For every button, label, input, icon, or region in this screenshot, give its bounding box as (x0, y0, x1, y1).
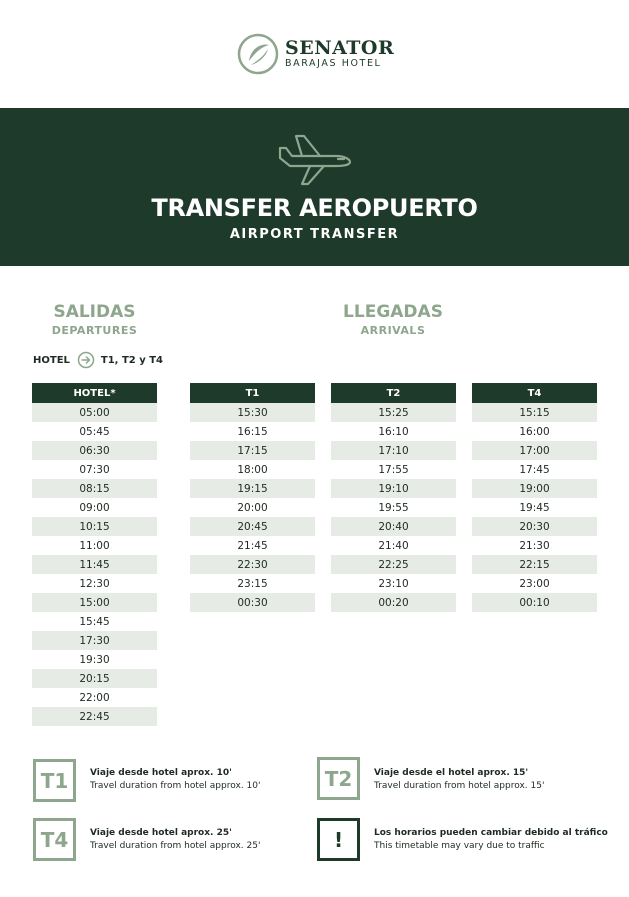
senator-leaf-icon (237, 33, 279, 75)
column-body (32, 403, 157, 726)
time-cell: 17:45 (519, 463, 550, 476)
departures-title: SALIDAS (53, 302, 136, 322)
time-cell: 19:15 (190, 479, 315, 498)
time-cell: 06:30 (32, 441, 157, 460)
time-cell: 00:10 (472, 593, 597, 612)
time-cell: 22:00 (79, 691, 110, 704)
legend-t4 (90, 827, 260, 853)
route-from: HOTEL (33, 354, 70, 366)
time-cell: 21:40 (378, 539, 409, 552)
legend-t1-es: Viaje desde hotel aprox. 10' (90, 768, 232, 778)
logo-name: SENATOR (285, 37, 395, 59)
warning-icon: ! (317, 818, 360, 861)
time-cell: 17:15 (190, 441, 315, 460)
column-header: T2 (331, 383, 456, 403)
time-cell: 17:10 (331, 441, 456, 460)
arrivals-title: LLEGADAS (343, 302, 443, 322)
time-cell: 16:00 (519, 425, 550, 438)
legend-traffic-en: This timetable may vary due to traffic (374, 841, 545, 851)
column-body (472, 403, 597, 612)
route-to: T1, T2 y T4 (100, 354, 164, 366)
route-label (33, 351, 163, 369)
time-cell: 15:45 (79, 615, 110, 628)
time-cell: 08:15 (32, 479, 157, 498)
legend-t4-es: Viaje desde hotel aprox. 25' (90, 828, 232, 838)
time-cell: 17:30 (32, 631, 157, 650)
hotel-logo (237, 32, 394, 76)
time-cell: 19:30 (79, 653, 110, 666)
time-cell: 11:45 (32, 555, 157, 574)
time-cell: 05:45 (79, 425, 110, 438)
time-cell: 12:30 (79, 577, 110, 590)
t1-badge: T1 (33, 759, 76, 802)
column-hotel (32, 383, 157, 726)
legend-t1-en: Travel duration from hotel approx. 10' (90, 781, 261, 791)
time-cell: 22:15 (472, 555, 597, 574)
time-cell: 23:15 (237, 577, 268, 590)
arrivals-subtitle: ARRIVALS (360, 324, 426, 337)
time-cell: 20:15 (32, 669, 157, 688)
time-cell: 20:45 (190, 517, 315, 536)
column-t1 (190, 383, 315, 612)
time-cell: 17:00 (472, 441, 597, 460)
banner-subtitle: AIRPORT TRANSFER (229, 227, 400, 242)
column-t2 (331, 383, 456, 612)
column-header: T1 (190, 383, 315, 403)
time-cell: 16:10 (378, 425, 409, 438)
time-cell: 15:25 (331, 403, 456, 422)
column-header: HOTEL* (32, 383, 157, 403)
logo-subtitle: BARAJAS HOTEL (285, 58, 382, 69)
time-cell: 15:30 (190, 403, 315, 422)
banner-title: TRANSFER AEROPUERTO (151, 194, 478, 222)
column-header: T4 (472, 383, 597, 403)
time-cell: 09:00 (79, 501, 110, 514)
legend-traffic-es: Los horarios pueden cambiar debido al tráfico (374, 828, 608, 838)
time-cell: 07:30 (79, 463, 110, 476)
column-body (331, 403, 456, 612)
column-t4 (472, 383, 597, 612)
legend-t2-es: Viaje desde el hotel aprox. 15' (374, 768, 529, 778)
time-cell: 15:15 (472, 403, 597, 422)
t4-badge: T4 (33, 818, 76, 861)
legend-t1 (90, 767, 260, 793)
legend-t4-en: Travel duration from hotel approx. 25' (90, 841, 261, 851)
time-cell: 19:55 (378, 501, 409, 514)
title-banner (0, 108, 629, 266)
time-cell: 11:00 (79, 539, 110, 552)
time-cell: 00:30 (190, 593, 315, 612)
time-cell: 22:45 (32, 707, 157, 726)
time-cell: 19:10 (331, 479, 456, 498)
time-cell: 21:30 (519, 539, 550, 552)
time-cell: 19:00 (472, 479, 597, 498)
departures-subtitle: DEPARTURES (51, 324, 138, 337)
time-cell: 10:15 (32, 517, 157, 536)
time-cell: 00:20 (331, 593, 456, 612)
time-cell: 15:00 (32, 593, 157, 612)
legend-t2-en: Travel duration from hotel approx. 15' (374, 781, 545, 791)
column-body (190, 403, 315, 612)
legend-traffic (374, 827, 608, 853)
airplane-icon (276, 128, 354, 188)
time-cell: 20:40 (331, 517, 456, 536)
time-cell: 23:00 (519, 577, 550, 590)
time-cell: 18:00 (237, 463, 268, 476)
time-cell: 20:30 (472, 517, 597, 536)
time-cell: 22:25 (331, 555, 456, 574)
time-cell: 21:45 (237, 539, 268, 552)
time-cell: 19:45 (519, 501, 550, 514)
t2-badge: T2 (317, 757, 360, 800)
time-cell: 20:00 (237, 501, 268, 514)
time-cell: 16:15 (237, 425, 268, 438)
time-cell: 17:55 (378, 463, 409, 476)
time-cell: 22:30 (190, 555, 315, 574)
legend-t2 (374, 767, 544, 793)
arrow-right-circle-icon (77, 351, 95, 369)
time-cell: 05:00 (32, 403, 157, 422)
time-cell: 23:10 (378, 577, 409, 590)
